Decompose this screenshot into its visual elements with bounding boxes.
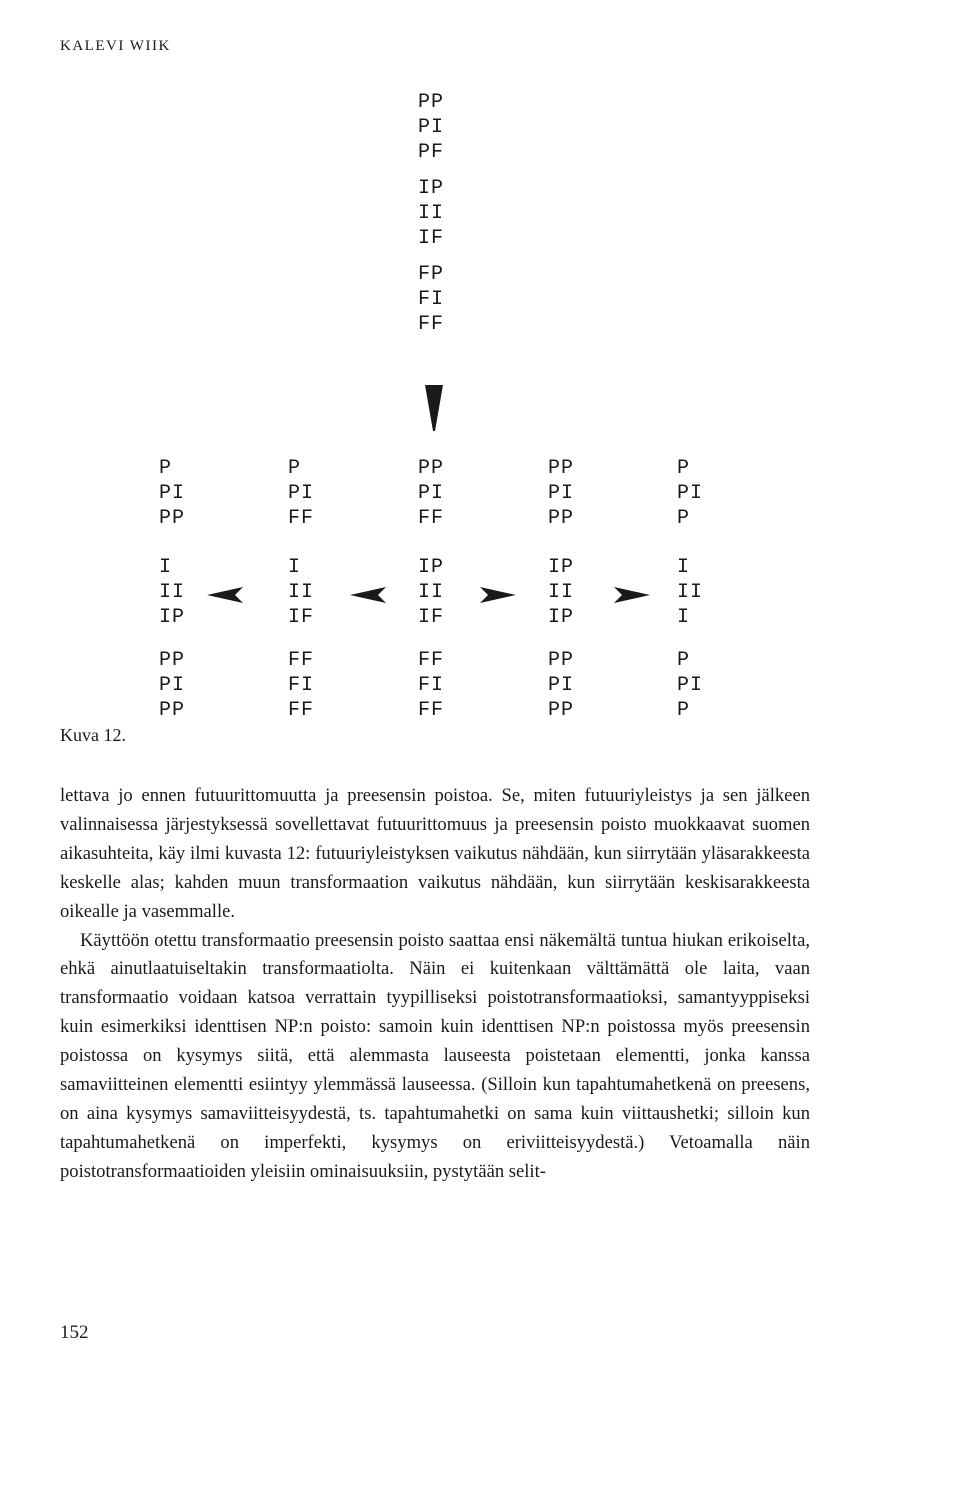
figure-cell: PP: [159, 507, 186, 530]
arrow-right-icon: [478, 585, 518, 605]
figure-cell: IP: [418, 556, 445, 579]
figure-top-cell: IF: [418, 227, 445, 250]
figure-cell: P: [159, 457, 173, 480]
running-head: KALEVI WIIK: [60, 38, 171, 54]
figure-cell: PP: [548, 699, 575, 722]
figure-top-cell: PF: [418, 141, 445, 164]
figure-top-cell: PI: [418, 116, 445, 139]
figure-cell: IP: [548, 556, 575, 579]
figure-cell: PI: [418, 482, 445, 505]
figure-cell: PP: [548, 649, 575, 672]
figure-cell: FF: [418, 507, 445, 530]
figure-cell: PI: [288, 482, 315, 505]
figure-cell: P: [288, 457, 302, 480]
figure-cell: FF: [288, 507, 315, 530]
figure-top-cell: II: [418, 202, 445, 225]
arrow-down-icon: [424, 383, 444, 433]
figure-caption: Kuva 12.: [60, 725, 126, 745]
figure-cell: PI: [159, 674, 186, 697]
figure-cell: PP: [548, 457, 575, 480]
arrow-left-icon: [205, 585, 245, 605]
figure-cell: FI: [288, 674, 315, 697]
figure-top-cell: IP: [418, 177, 445, 200]
arrow-right-icon: [612, 585, 652, 605]
page-number: 152: [60, 1322, 89, 1343]
figure-cell: PI: [548, 674, 575, 697]
figure-cell: FF: [288, 699, 315, 722]
figure-cell: FF: [418, 699, 445, 722]
figure-cell: I: [288, 556, 302, 579]
figure-cell: FF: [288, 649, 315, 672]
figure-cell: PI: [548, 482, 575, 505]
figure-cell: II: [159, 581, 186, 604]
figure-cell: IP: [159, 606, 186, 629]
figure-cell: IP: [548, 606, 575, 629]
figure-top-cell: FP: [418, 263, 445, 286]
figure-top-cell: FI: [418, 288, 445, 311]
paragraph: Käyttöön otettu transformaatio preesensin poisto saattaa ensi näkemältä tuntua hiukan erikoiselta, ehkä ainutlaatuiseltakin transformaatiolta. Näin ei kuitenkaan välttämättä ole laita, vaan transformaatio voidaan katsoa verrattain tyypilliseksi poistotransformaatioksi, samantyyppiseksi kuin esimerkiksi identtisen NP:n poisto: samoin kuin identtisen NP:n poistossa myös preesensin poistossa on kysymys siitä, että alemmasta lauseesta poistetaan elementti, jonka kanssa samaviitteinen elementti esiintyy ylemmässä lauseessa. (Silloin kun tapahtumahetkenä on preesens, on aina kysymys samaviitteisyydestä, ts. tapahtumahetki on sama kuin viittaushetki; silloin kun tapahtumahetkenä on imperfekti, kysymys on eriviitteisyydestä.) Vetoamalla näin poistotransformaatioiden yleisiin ominaisuuksiin, pystytään selit-: [60, 929, 810, 1182]
paragraph: lettava jo ennen futuurittomuutta ja preesensin poistoa. Se, miten futuuriyleistys ja sen jälkeen valinnaisessa järjestyksessä sovellettavat futuurittomuus ja preesensin poisto muokkaavat suomen aikasuhteita, käy ilmi kuvasta 12: futuuriyleistyksen vaikutus nähdään, kun siirrytään yläsarakkeesta keskelle alas; kahden muun transformaation vaikutus nähdään, kun siirrytään keskisarakkeesta oikealle ja vasemmalle.: [60, 785, 810, 922]
figure-cell: PP: [418, 457, 445, 480]
figure-top-cell: PP: [418, 91, 445, 114]
arrow-left-icon: [348, 585, 388, 605]
figure-cell: I: [677, 556, 691, 579]
figure-cell: P: [677, 649, 691, 672]
figure-cell: II: [677, 581, 704, 604]
figure-cell: I: [677, 606, 691, 629]
figure-cell: IF: [418, 606, 445, 629]
figure-top-cell: FF: [418, 313, 445, 336]
figure-cell: IF: [288, 606, 315, 629]
figure-cell: P: [677, 457, 691, 480]
figure-cell: II: [418, 581, 445, 604]
body-text: [60, 782, 810, 1187]
figure-cell: PI: [159, 482, 186, 505]
figure-cell: I: [159, 556, 173, 579]
figure-cell: FI: [418, 674, 445, 697]
figure-cell: II: [548, 581, 575, 604]
figure-cell: PI: [677, 482, 704, 505]
figure-cell: FF: [418, 649, 445, 672]
figure-cell: P: [677, 699, 691, 722]
figure-cell: II: [288, 581, 315, 604]
figure-top-group: [418, 90, 498, 337]
figure-cell: PI: [677, 674, 704, 697]
figure-cell: PP: [159, 699, 186, 722]
figure-cell: PP: [159, 649, 186, 672]
figure-cell: P: [677, 507, 691, 530]
figure-cell: PP: [548, 507, 575, 530]
